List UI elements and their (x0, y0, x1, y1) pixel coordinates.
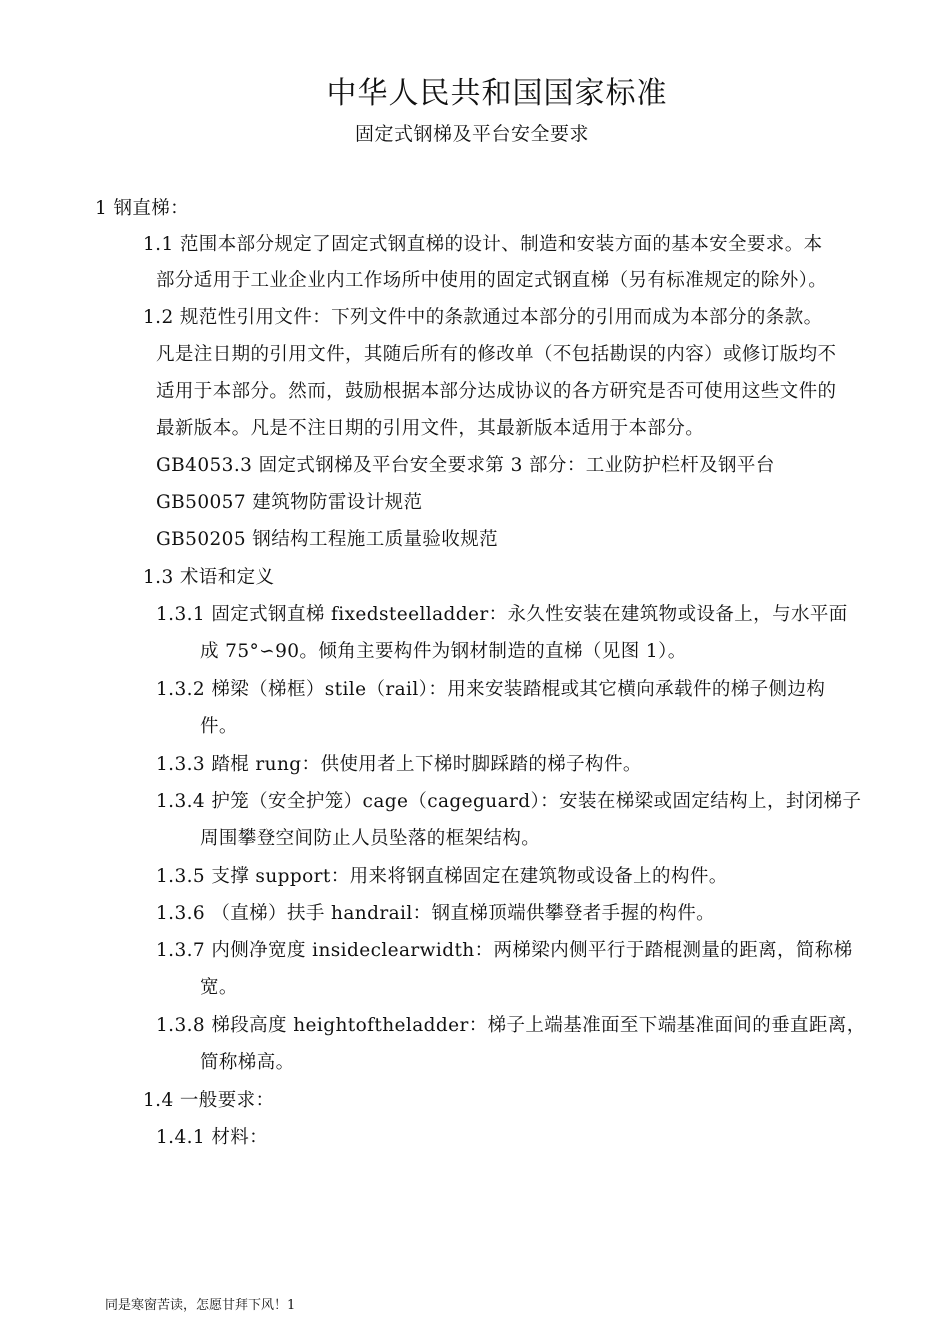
page-footer: 同是寒窗苦读，怎愿甘拜下风！1 (105, 1298, 296, 1313)
definition-line: 1.3.4 护笼（安全护笼）cage（cageguard）：安装在梯梁或固定结构上，封闭梯子 (156, 791, 862, 812)
definition-line: 周围攀登空间防止人员坠落的框架结构。 (200, 828, 541, 849)
subsection-heading: 1.4 一般要求： (143, 1090, 275, 1111)
definition-line: 宽。 (200, 977, 238, 998)
reference-line: GB50205 钢结构工程施工质量验收规范 (156, 529, 499, 550)
definition-line: 1.3.8 梯段高度 heightoftheladder：梯子上端基准面至下端基准面间的垂直距离， (156, 1015, 866, 1036)
paragraph-line: 最新版本。凡是不注日期的引用文件，其最新版本适用于本部分。 (156, 418, 705, 439)
definition-line: 1.3.2 梯梁（梯框）stile（rail）：用来安装踏棍或其它横向承载件的梯子侧边构 (156, 679, 826, 700)
reference-line: GB4053.3 固定式钢梯及平台安全要求第 3 部分：工业防护栏杆及钢平台 (156, 455, 775, 476)
definition-line: 1.3.6 （直梯）扶手 handrail：钢直梯顶端供攀登者手握的构件。 (156, 903, 716, 924)
paragraph-line: 1.1 范围本部分规定了固定式钢直梯的设计、制造和安装方面的基本安全要求。本 (143, 234, 823, 255)
definition-line: 成 75°∽90。倾角主要构件为钢材制造的直梯（见图 1）。 (200, 641, 687, 662)
paragraph-line: 适用于本部分。然而，鼓励根据本部分达成协议的各方研究是否可使用这些文件的 (156, 381, 837, 402)
definition-line: 简称梯高。 (200, 1052, 295, 1073)
definition-line: 件。 (200, 716, 238, 737)
definition-line: 1.3.5 支撑 support：用来将钢直梯固定在建筑物或设备上的构件。 (156, 866, 728, 887)
subsection-heading: 1.4.1 材料： (156, 1127, 269, 1148)
definition-line: 1.3.7 内侧净宽度 insideclearwidth：两梯梁内侧平行于踏棍测量的距离，简称梯 (156, 940, 853, 961)
paragraph-line: 凡是注日期的引用文件，其随后所有的修改单（不包括勘误的内容）或修订版均不 (156, 344, 837, 365)
paragraph-line: 1.2 规范性引用文件：下列文件中的条款通过本部分的引用而成为本部分的条款。 (143, 307, 823, 328)
section-heading: 1 钢直梯： (95, 198, 190, 219)
definition-line: 1.3.3 踏棍 rung：供使用者上下梯时脚踩踏的梯子构件。 (156, 754, 642, 775)
subsection-heading: 1.3 术语和定义 (143, 567, 275, 588)
document-title: 中华人民共和国国家标准 (326, 76, 668, 111)
reference-line: GB50057 建筑物防雷设计规范 (156, 492, 423, 513)
document-subtitle: 固定式钢梯及平台安全要求 (354, 123, 589, 145)
paragraph-line: 部分适用于工业企业内工作场所中使用的固定式钢直梯（另有标准规定的除外）。 (156, 270, 828, 291)
definition-line: 1.3.1 固定式钢直梯 fixedsteelladder：永久性安装在建筑物或设备上，与水平面 (156, 604, 848, 625)
